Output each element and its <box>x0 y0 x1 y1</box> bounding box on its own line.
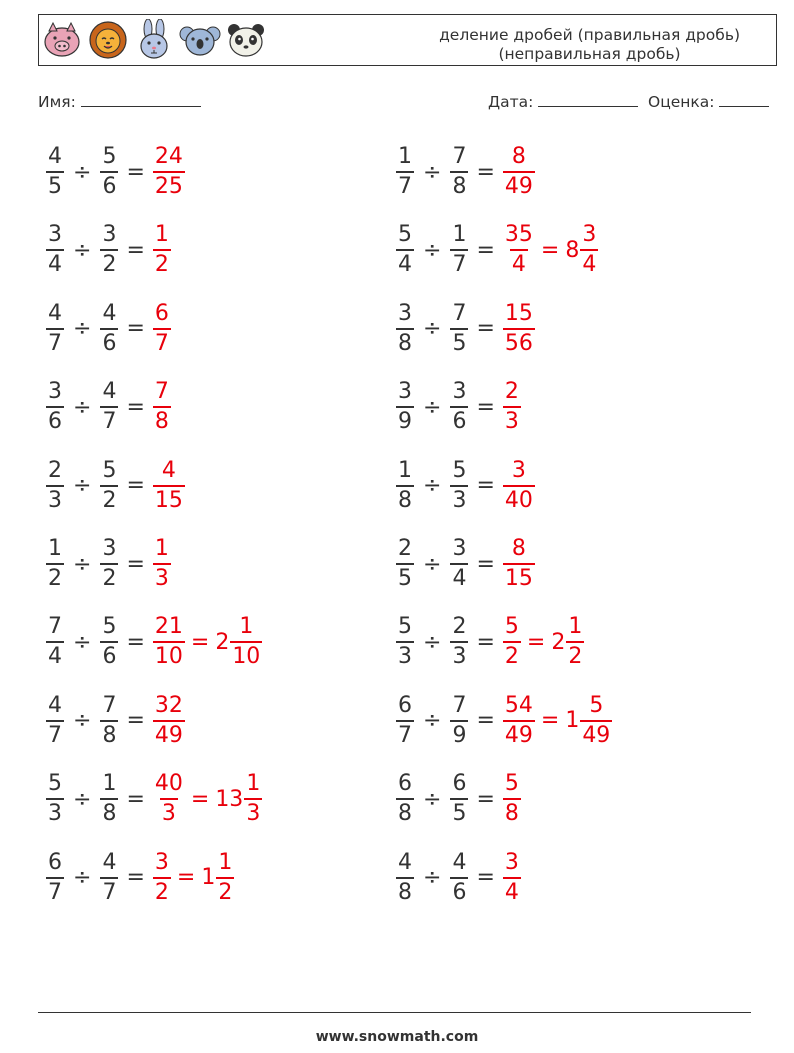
equals-sign: = <box>126 786 145 812</box>
dividend-fraction-denominator: 2 <box>46 563 64 590</box>
dividend-fraction-numerator: 1 <box>398 144 412 169</box>
answer-fraction <box>153 538 171 590</box>
koala-icon <box>179 19 221 61</box>
answer-fraction-denominator: 8 <box>503 798 521 825</box>
answer-fraction-numerator: 3 <box>504 849 519 875</box>
divide-sign: ÷ <box>423 629 442 655</box>
mixed-fraction-numerator: 1 <box>246 771 261 797</box>
answer-fraction-denominator: 8 <box>153 406 171 433</box>
dividend-fraction <box>396 538 414 590</box>
answer-fraction <box>503 146 535 198</box>
answer-fraction <box>153 381 171 433</box>
date-field <box>488 93 638 111</box>
answer-fraction-denominator: 49 <box>153 720 185 747</box>
dividend-fraction-denominator: 7 <box>46 720 64 747</box>
divide-sign: ÷ <box>73 316 92 342</box>
equals-sign: = <box>476 865 495 891</box>
divisor-fraction-denominator: 8 <box>450 171 468 198</box>
answer-fraction-numerator: 8 <box>511 144 526 169</box>
dividend-fraction-denominator: 8 <box>396 877 414 904</box>
problem-item <box>46 846 234 910</box>
dividend-fraction-denominator: 5 <box>396 563 414 590</box>
divisor-fraction-denominator: 7 <box>450 249 468 276</box>
divide-sign: ÷ <box>73 394 92 420</box>
divide-sign: ÷ <box>423 473 442 499</box>
answer-fraction-denominator: 4 <box>503 877 521 904</box>
divisor-fraction-numerator: 4 <box>102 849 117 875</box>
dividend-fraction-numerator: 6 <box>398 771 412 797</box>
divisor-fraction-denominator: 6 <box>450 406 468 433</box>
divisor-fraction-denominator: 5 <box>450 798 468 825</box>
divisor-fraction-numerator: 7 <box>452 300 467 326</box>
problem-item <box>396 532 535 596</box>
problem-item <box>46 689 185 753</box>
mixed-fraction-numerator: 3 <box>582 222 597 248</box>
mixed-fraction-numerator: 1 <box>568 614 583 640</box>
divisor-fraction-numerator: 5 <box>452 457 467 483</box>
dividend-fraction-numerator: 3 <box>48 379 62 405</box>
mixed-fraction-numerator: 1 <box>239 614 254 640</box>
worksheet-title <box>439 26 740 64</box>
problem-item <box>46 454 185 518</box>
divisor-fraction-denominator: 7 <box>100 877 118 904</box>
divisor-fraction-denominator: 4 <box>450 563 468 590</box>
divisor-fraction <box>100 849 118 905</box>
divide-sign: ÷ <box>73 865 92 891</box>
divisor-fraction-denominator: 7 <box>100 406 118 433</box>
dividend-fraction-numerator: 4 <box>48 692 62 718</box>
answer-fraction-numerator: 5 <box>504 771 519 797</box>
dividend-fraction <box>46 849 64 905</box>
divisor-fraction <box>450 773 468 825</box>
divisor-fraction <box>100 616 118 668</box>
answer-equals-sign: = <box>190 629 210 655</box>
equals-sign: = <box>476 629 495 655</box>
dividend-fraction <box>46 457 64 513</box>
grade-label: Оценка: <box>648 93 715 111</box>
divisor-fraction-denominator: 6 <box>100 641 118 668</box>
divisor-fraction-numerator: 3 <box>452 536 467 561</box>
dividend-fraction <box>46 538 64 590</box>
footer-url: www.snowmath.com <box>315 1029 479 1045</box>
dividend-fraction-numerator: 5 <box>48 771 62 797</box>
answer-fraction-numerator: 35 <box>504 222 533 248</box>
divisor-fraction-denominator: 2 <box>100 485 118 512</box>
divisor-fraction <box>100 538 118 590</box>
answer-fraction-numerator: 8 <box>511 536 526 561</box>
dividend-fraction-denominator: 7 <box>396 171 414 198</box>
divisor-fraction <box>450 538 468 590</box>
dividend-fraction <box>396 300 414 356</box>
mixed-whole-number: 2 <box>551 629 566 655</box>
dividend-fraction-numerator: 2 <box>48 457 62 483</box>
equals-sign: = <box>476 237 495 263</box>
answer-fraction-numerator: 1 <box>154 536 169 561</box>
answer-fraction <box>153 849 171 905</box>
problem-item <box>396 454 535 518</box>
divisor-fraction-denominator: 3 <box>450 641 468 668</box>
answer-fraction-numerator: 2 <box>504 379 519 405</box>
divide-sign: ÷ <box>73 629 92 655</box>
divisor-fraction <box>100 773 118 825</box>
divisor-fraction-numerator: 5 <box>102 144 117 169</box>
divisor-fraction <box>450 616 468 668</box>
dividend-fraction-denominator: 7 <box>46 877 64 904</box>
divisor-fraction-numerator: 4 <box>102 379 117 405</box>
equals-sign: = <box>126 708 145 734</box>
divide-sign: ÷ <box>73 551 92 577</box>
mixed-fraction <box>580 224 598 276</box>
dividend-fraction-denominator: 5 <box>46 171 64 198</box>
panda-icon <box>225 19 267 61</box>
answer-fraction <box>503 849 521 905</box>
answer-equals-sign: = <box>540 237 560 263</box>
dividend-fraction-numerator: 2 <box>398 536 412 561</box>
divisor-fraction-numerator: 4 <box>452 849 467 875</box>
answer-fraction-denominator: 2 <box>503 641 521 668</box>
divisor-fraction-numerator: 3 <box>102 536 117 561</box>
divisor-fraction-denominator: 9 <box>450 720 468 747</box>
answer-fraction-numerator: 5 <box>504 614 519 640</box>
problem-item <box>46 767 262 831</box>
answer-fraction <box>503 457 535 513</box>
answer-equals-sign: = <box>526 629 546 655</box>
answer-fraction-numerator: 7 <box>154 379 169 405</box>
answer-fraction-numerator: 3 <box>154 849 169 875</box>
problem-item <box>46 375 171 439</box>
equals-sign: = <box>126 159 145 185</box>
answer-fraction <box>503 224 535 276</box>
dividend-fraction-numerator: 3 <box>398 379 412 405</box>
date-label: Дата: <box>488 93 534 111</box>
divisor-fraction-numerator: 7 <box>102 692 117 718</box>
divisor-fraction-numerator: 7 <box>452 692 467 718</box>
divide-sign: ÷ <box>73 786 92 812</box>
dividend-fraction-denominator: 3 <box>46 485 64 512</box>
answer-fraction-numerator: 3 <box>511 457 526 483</box>
dividend-fraction <box>46 224 64 276</box>
divisor-fraction <box>450 381 468 433</box>
answer-equals-sign: = <box>190 786 210 812</box>
dividend-fraction-denominator: 8 <box>396 798 414 825</box>
answer-fraction-denominator: 49 <box>503 171 535 198</box>
dividend-fraction-numerator: 4 <box>48 300 62 326</box>
problem-item <box>396 297 535 361</box>
dividend-fraction-numerator: 3 <box>48 222 62 248</box>
divide-sign: ÷ <box>423 159 442 185</box>
divide-sign: ÷ <box>423 237 442 263</box>
answer-fraction-denominator: 3 <box>503 406 521 433</box>
divide-sign: ÷ <box>73 159 92 185</box>
problem-item <box>46 532 171 596</box>
title-line-2: (неправильная дробь) <box>498 45 681 63</box>
answer-fraction-denominator: 4 <box>510 249 528 276</box>
divide-sign: ÷ <box>423 316 442 342</box>
dividend-fraction-denominator: 8 <box>396 328 414 355</box>
answer-fraction-numerator: 24 <box>154 144 183 169</box>
divisor-fraction <box>450 300 468 356</box>
dividend-fraction <box>396 381 414 433</box>
dividend-fraction <box>396 849 414 905</box>
answer-fraction-numerator: 40 <box>154 771 183 797</box>
mixed-fraction-denominator: 2 <box>216 877 234 904</box>
divisor-fraction <box>450 224 468 276</box>
dividend-fraction-denominator: 7 <box>46 328 64 355</box>
dividend-fraction <box>396 146 414 198</box>
dividend-fraction <box>46 616 64 668</box>
problem-item <box>46 610 262 674</box>
divide-sign: ÷ <box>423 394 442 420</box>
mixed-fraction-denominator: 49 <box>580 720 612 747</box>
divisor-fraction-numerator: 2 <box>452 614 467 640</box>
divide-sign: ÷ <box>423 865 442 891</box>
divisor-fraction-denominator: 6 <box>100 328 118 355</box>
name-label: Имя: <box>38 93 76 111</box>
divisor-fraction <box>100 146 118 198</box>
header-box <box>38 14 777 66</box>
equals-sign: = <box>476 551 495 577</box>
name-field <box>38 93 201 111</box>
lion-icon <box>87 19 129 61</box>
answer-fraction-numerator: 6 <box>154 300 169 326</box>
answer-fraction <box>503 381 521 433</box>
mixed-fraction-denominator: 2 <box>566 641 584 668</box>
answer-fraction-denominator: 49 <box>503 720 535 747</box>
mixed-fraction-denominator: 10 <box>230 641 262 668</box>
dividend-fraction <box>396 692 414 748</box>
divisor-fraction <box>450 457 468 513</box>
grade-field <box>648 93 769 111</box>
divide-sign: ÷ <box>423 708 442 734</box>
divisor-fraction-numerator: 6 <box>452 771 467 797</box>
dividend-fraction <box>396 773 414 825</box>
divisor-fraction <box>100 692 118 748</box>
divisor-fraction <box>450 146 468 198</box>
divisor-fraction-denominator: 2 <box>100 249 118 276</box>
problem-item <box>46 218 171 282</box>
mixed-fraction-numerator: 1 <box>218 849 233 875</box>
divide-sign: ÷ <box>73 473 92 499</box>
dividend-fraction-denominator: 4 <box>46 641 64 668</box>
dividend-fraction-numerator: 6 <box>398 692 412 718</box>
mixed-fraction-denominator: 3 <box>244 798 262 825</box>
dividend-fraction-numerator: 7 <box>48 614 62 640</box>
dividend-fraction <box>396 457 414 513</box>
equals-sign: = <box>126 394 145 420</box>
dividend-fraction <box>46 381 64 433</box>
divisor-fraction <box>450 849 468 905</box>
problem-item <box>396 140 535 204</box>
divisor-fraction-denominator: 8 <box>100 798 118 825</box>
divisor-fraction-denominator: 6 <box>100 171 118 198</box>
answer-fraction-numerator: 32 <box>154 692 183 718</box>
answer-equals-sign: = <box>176 865 196 891</box>
dividend-fraction-denominator: 4 <box>46 249 64 276</box>
divisor-fraction <box>100 381 118 433</box>
dividend-fraction-denominator: 3 <box>46 798 64 825</box>
dividend-fraction-numerator: 1 <box>48 536 62 561</box>
dividend-fraction-denominator: 3 <box>396 641 414 668</box>
equals-sign: = <box>126 629 145 655</box>
divisor-fraction-denominator: 5 <box>450 328 468 355</box>
mixed-fraction <box>216 849 234 905</box>
dividend-fraction-numerator: 4 <box>398 849 412 875</box>
date-line[interactable] <box>538 93 638 107</box>
answer-fraction <box>153 224 171 276</box>
divisor-fraction-numerator: 4 <box>102 300 117 326</box>
dividend-fraction <box>396 224 414 276</box>
divisor-fraction <box>100 300 118 356</box>
answer-fraction-numerator: 1 <box>154 222 169 248</box>
answer-fraction <box>153 692 185 748</box>
divide-sign: ÷ <box>73 237 92 263</box>
dividend-fraction <box>46 300 64 356</box>
answer-fraction-numerator: 54 <box>504 692 533 718</box>
equals-sign: = <box>126 551 145 577</box>
divide-sign: ÷ <box>423 786 442 812</box>
equals-sign: = <box>126 237 145 263</box>
problem-item <box>396 375 521 439</box>
divide-sign: ÷ <box>73 708 92 734</box>
dividend-fraction-denominator: 7 <box>396 720 414 747</box>
answer-fraction-denominator: 2 <box>153 249 171 276</box>
footer-divider <box>38 1012 751 1013</box>
answer-fraction-denominator: 7 <box>153 328 171 355</box>
mixed-whole-number: 2 <box>215 629 230 655</box>
dividend-fraction <box>46 146 64 198</box>
problem-item <box>396 689 612 753</box>
equals-sign: = <box>126 316 145 342</box>
answer-fraction <box>153 616 185 668</box>
divisor-fraction-numerator: 1 <box>102 771 117 797</box>
dividend-fraction-denominator: 8 <box>396 485 414 512</box>
title-line-1: деление дробей (правильная дробь) <box>439 26 740 44</box>
dividend-fraction-numerator: 5 <box>398 222 412 248</box>
divisor-fraction-numerator: 7 <box>452 144 467 169</box>
answer-fraction-denominator: 40 <box>503 485 535 512</box>
mixed-fraction <box>580 692 612 748</box>
dividend-fraction-denominator: 4 <box>396 249 414 276</box>
equals-sign: = <box>126 473 145 499</box>
problem-item <box>46 297 171 361</box>
divisor-fraction-denominator: 6 <box>450 877 468 904</box>
equals-sign: = <box>476 316 495 342</box>
equals-sign: = <box>476 708 495 734</box>
dividend-fraction <box>46 773 64 825</box>
divisor-fraction-denominator: 8 <box>100 720 118 747</box>
answer-fraction <box>503 538 535 590</box>
mixed-fraction <box>244 773 262 825</box>
dividend-fraction <box>396 616 414 668</box>
equals-sign: = <box>476 786 495 812</box>
divisor-fraction-numerator: 5 <box>102 457 117 483</box>
mixed-whole-number: 1 <box>201 865 216 891</box>
equals-sign: = <box>476 473 495 499</box>
answer-fraction <box>153 146 185 198</box>
answer-fraction <box>153 300 171 356</box>
mixed-fraction <box>230 616 262 668</box>
answer-fraction-denominator: 10 <box>153 641 185 668</box>
answer-fraction-denominator: 3 <box>153 563 171 590</box>
dividend-fraction <box>46 692 64 748</box>
answer-fraction-denominator: 15 <box>153 485 185 512</box>
dividend-fraction-numerator: 1 <box>398 457 412 483</box>
divide-sign: ÷ <box>423 551 442 577</box>
mixed-fraction-denominator: 4 <box>580 249 598 276</box>
pig-icon <box>41 19 83 61</box>
answer-fraction <box>503 300 535 356</box>
mixed-fraction-numerator: 5 <box>589 692 604 718</box>
answer-equals-sign: = <box>540 708 560 734</box>
answer-fraction-denominator: 56 <box>503 328 535 355</box>
answer-fraction-numerator: 4 <box>161 457 176 483</box>
equals-sign: = <box>476 159 495 185</box>
divisor-fraction-numerator: 3 <box>452 379 467 405</box>
divisor-fraction <box>100 457 118 513</box>
dividend-fraction-numerator: 5 <box>398 614 412 640</box>
mixed-whole-number: 13 <box>215 786 244 812</box>
problem-item <box>46 140 185 204</box>
answer-fraction-denominator: 3 <box>160 798 178 825</box>
answer-fraction-numerator: 15 <box>504 300 533 326</box>
divisor-fraction-numerator: 3 <box>102 222 117 248</box>
rabbit-icon <box>133 19 175 61</box>
mixed-whole-number: 8 <box>565 237 580 263</box>
problem-item <box>396 767 521 831</box>
answer-fraction-denominator: 15 <box>503 563 535 590</box>
mixed-whole-number: 1 <box>565 708 580 734</box>
mixed-fraction <box>566 616 584 668</box>
problem-item <box>396 218 598 282</box>
animal-icons <box>41 19 267 61</box>
answer-fraction <box>503 692 535 748</box>
answer-fraction-numerator: 21 <box>154 614 183 640</box>
divisor-fraction-numerator: 1 <box>452 222 467 248</box>
name-line[interactable] <box>81 93 201 107</box>
problem-item <box>396 610 584 674</box>
answer-fraction-denominator: 25 <box>153 171 185 198</box>
divisor-fraction-denominator: 3 <box>450 485 468 512</box>
answer-fraction <box>503 773 521 825</box>
dividend-fraction-numerator: 6 <box>48 849 62 875</box>
grade-line[interactable] <box>719 93 769 107</box>
equals-sign: = <box>476 394 495 420</box>
divisor-fraction <box>450 692 468 748</box>
equals-sign: = <box>126 865 145 891</box>
dividend-fraction-denominator: 9 <box>396 406 414 433</box>
dividend-fraction-numerator: 4 <box>48 144 62 169</box>
answer-fraction <box>503 616 521 668</box>
divisor-fraction-denominator: 2 <box>100 563 118 590</box>
answer-fraction <box>153 457 185 513</box>
dividend-fraction-numerator: 3 <box>398 300 412 326</box>
answer-fraction-denominator: 2 <box>153 877 171 904</box>
dividend-fraction-denominator: 6 <box>46 406 64 433</box>
problem-item <box>396 846 521 910</box>
answer-fraction <box>153 773 185 825</box>
divisor-fraction <box>100 224 118 276</box>
divisor-fraction-numerator: 5 <box>102 614 117 640</box>
